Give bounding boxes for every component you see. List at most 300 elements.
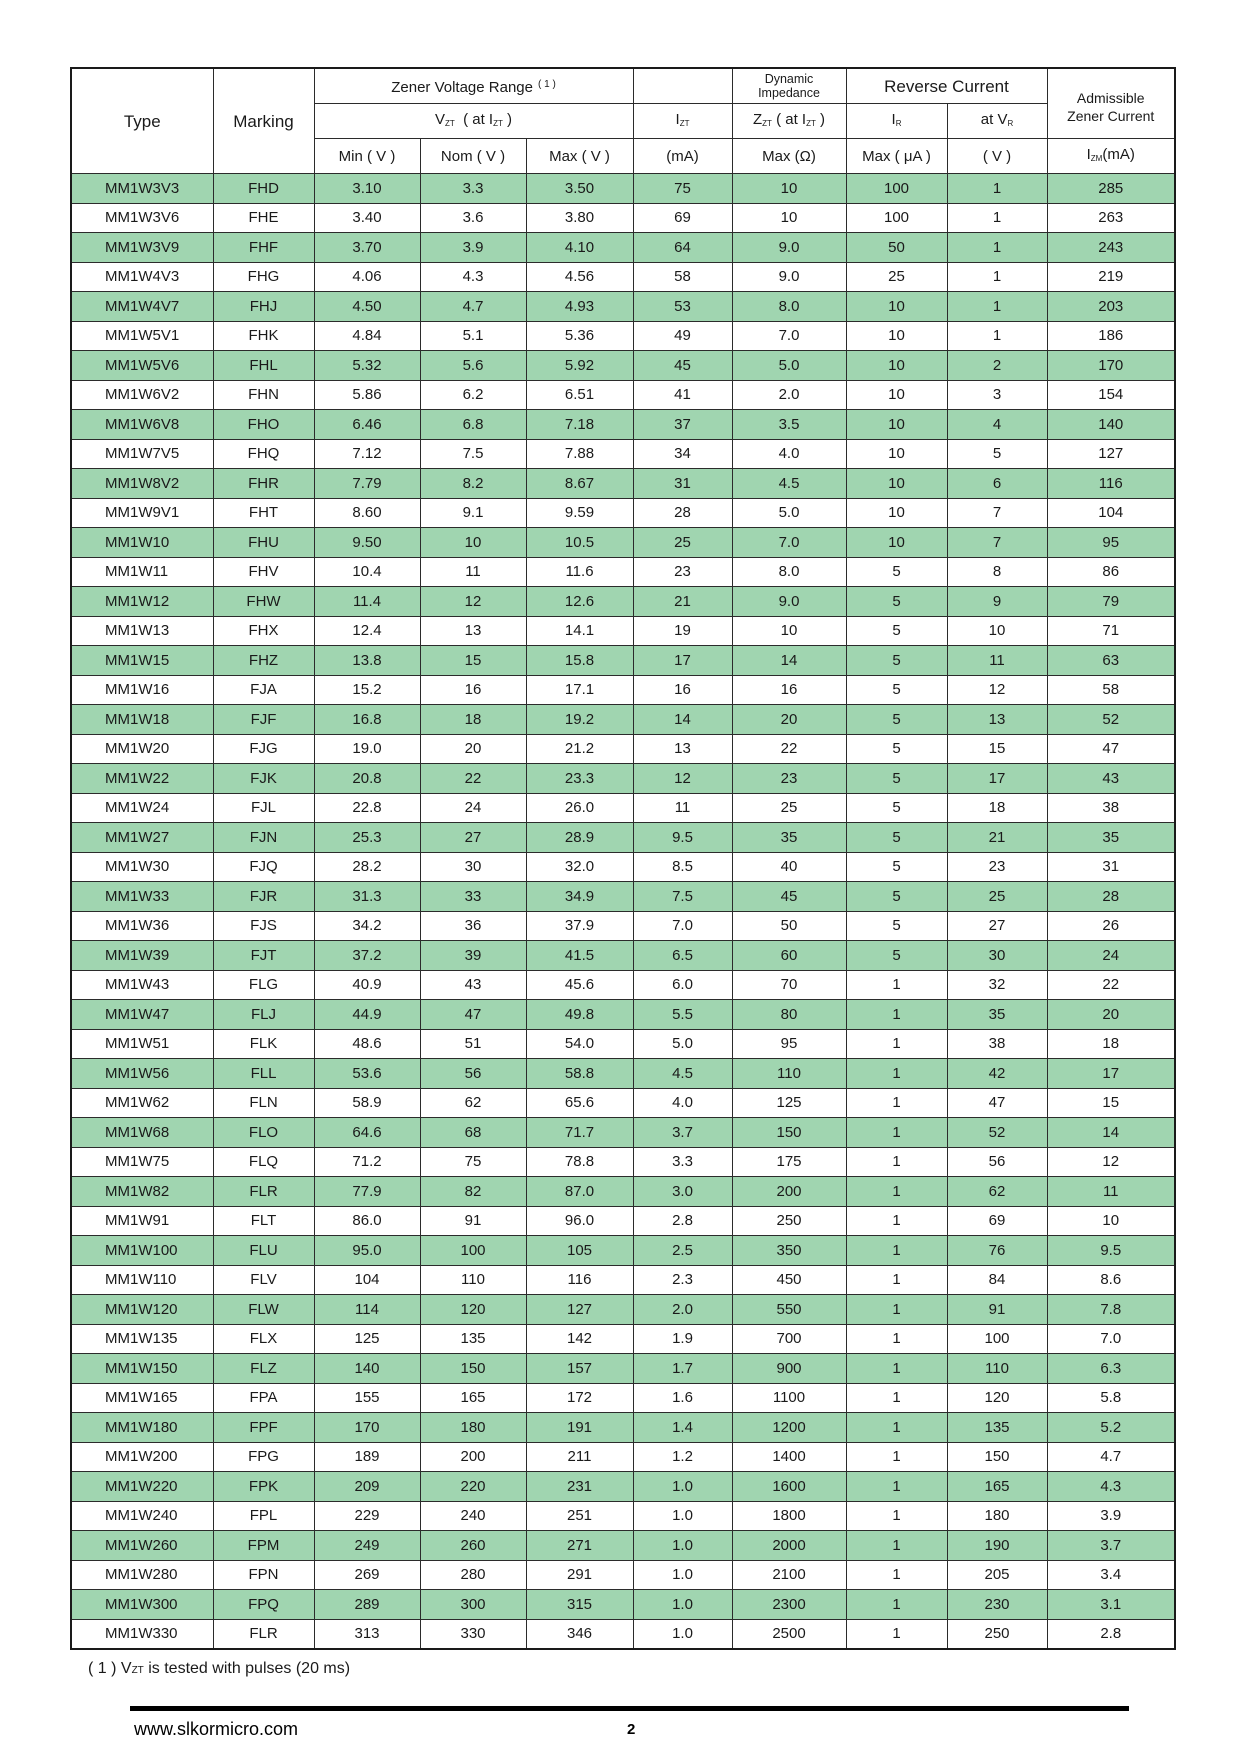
table-row	[71, 1059, 1175, 1089]
cell-vz-max: 14.1	[526, 616, 633, 646]
cell-at-vr: 62	[947, 1177, 1047, 1207]
adm-line2: Zener Current	[1067, 107, 1155, 124]
cell-marking: FPK	[213, 1472, 314, 1502]
cell-izm: 52	[1047, 705, 1175, 735]
cell-marking: FLG	[213, 970, 314, 1000]
cell-izt: 41	[633, 380, 732, 410]
cell-vz-nom: 110	[420, 1265, 526, 1295]
cell-vz-min: 170	[314, 1413, 420, 1443]
cell-izm: 263	[1047, 203, 1175, 233]
cell-ir-max: 5	[846, 734, 947, 764]
cell-type: MM1W135	[71, 1324, 213, 1354]
cell-izt: 13	[633, 734, 732, 764]
cell-at-vr: 165	[947, 1472, 1047, 1502]
cell-ir-max: 5	[846, 705, 947, 735]
cell-vz-nom: 30	[420, 852, 526, 882]
cell-vz-nom: 3.3	[420, 174, 526, 204]
table-row	[71, 174, 1175, 204]
cell-type: MM1W43	[71, 970, 213, 1000]
cell-ir-max: 5	[846, 675, 947, 705]
table-row	[71, 675, 1175, 705]
cell-izt: 2.5	[633, 1236, 732, 1266]
cell-izt: 1.2	[633, 1442, 732, 1472]
cell-zzt-max: 7.0	[732, 321, 846, 351]
cell-vz-nom: 36	[420, 911, 526, 941]
cell-at-vr: 17	[947, 764, 1047, 794]
cell-vz-min: 22.8	[314, 793, 420, 823]
cell-vz-min: 249	[314, 1531, 420, 1561]
cell-at-vr: 12	[947, 675, 1047, 705]
cell-vz-max: 172	[526, 1383, 633, 1413]
cell-vz-min: 104	[314, 1265, 420, 1295]
cell-at-vr: 1	[947, 321, 1047, 351]
cell-vz-nom: 43	[420, 970, 526, 1000]
cell-izm: 4.3	[1047, 1472, 1175, 1502]
cell-vz-min: 58.9	[314, 1088, 420, 1118]
cell-zzt-max: 16	[732, 675, 846, 705]
cell-type: MM1W200	[71, 1442, 213, 1472]
cell-at-vr: 5	[947, 439, 1047, 469]
cell-vz-min: 3.70	[314, 233, 420, 263]
cell-vz-max: 116	[526, 1265, 633, 1295]
cell-vz-nom: 75	[420, 1147, 526, 1177]
cell-ir-max: 1	[846, 1265, 947, 1295]
cell-at-vr: 190	[947, 1531, 1047, 1561]
cell-at-vr: 11	[947, 646, 1047, 676]
header-max-ohm: Max (Ω)	[732, 139, 846, 174]
cell-at-vr: 52	[947, 1118, 1047, 1148]
cell-at-vr: 110	[947, 1354, 1047, 1384]
cell-vz-max: 5.36	[526, 321, 633, 351]
spec-table	[70, 67, 1176, 1650]
cell-type: MM1W24	[71, 793, 213, 823]
cell-vz-nom: 12	[420, 587, 526, 617]
cell-type: MM1W100	[71, 1236, 213, 1266]
cell-at-vr: 8	[947, 557, 1047, 587]
cell-vz-nom: 120	[420, 1295, 526, 1325]
cell-ir-max: 1	[846, 1059, 947, 1089]
cell-vz-min: 37.2	[314, 941, 420, 971]
cell-zzt-max: 10	[732, 203, 846, 233]
cell-at-vr: 120	[947, 1383, 1047, 1413]
cell-vz-nom: 165	[420, 1383, 526, 1413]
cell-izm: 14	[1047, 1118, 1175, 1148]
cell-vz-min: 313	[314, 1619, 420, 1649]
cell-at-vr: 180	[947, 1501, 1047, 1531]
cell-izm: 47	[1047, 734, 1175, 764]
cell-izm: 18	[1047, 1029, 1175, 1059]
cell-zzt-max: 175	[732, 1147, 846, 1177]
cell-vz-min: 140	[314, 1354, 420, 1384]
table-row	[71, 1619, 1175, 1649]
cell-marking: FHE	[213, 203, 314, 233]
cell-vz-nom: 33	[420, 882, 526, 912]
cell-vz-nom: 300	[420, 1590, 526, 1620]
cell-ir-max: 1	[846, 1501, 947, 1531]
cell-vz-nom: 18	[420, 705, 526, 735]
cell-type: MM1W56	[71, 1059, 213, 1089]
cell-zzt-max: 350	[732, 1236, 846, 1266]
cell-zzt-max: 1400	[732, 1442, 846, 1472]
cell-vz-max: 271	[526, 1531, 633, 1561]
header-izt	[633, 104, 732, 139]
cell-izm: 15	[1047, 1088, 1175, 1118]
cell-type: MM1W16	[71, 675, 213, 705]
cell-vz-nom: 62	[420, 1088, 526, 1118]
cell-zzt-max: 200	[732, 1177, 846, 1207]
table-row	[71, 557, 1175, 587]
cell-type: MM1W27	[71, 823, 213, 853]
cell-marking: FLN	[213, 1088, 314, 1118]
cell-vz-min: 77.9	[314, 1177, 420, 1207]
cell-vz-max: 28.9	[526, 823, 633, 853]
cell-vz-nom: 15	[420, 646, 526, 676]
cell-marking: FPF	[213, 1413, 314, 1443]
cell-izt: 25	[633, 528, 732, 558]
cell-izm: 9.5	[1047, 1236, 1175, 1266]
cell-vz-min: 86.0	[314, 1206, 420, 1236]
cell-izt: 34	[633, 439, 732, 469]
cell-vz-min: 71.2	[314, 1147, 420, 1177]
cell-izm: 10	[1047, 1206, 1175, 1236]
cell-vz-max: 7.18	[526, 410, 633, 440]
cell-vz-min: 28.2	[314, 852, 420, 882]
cell-type: MM1W13	[71, 616, 213, 646]
cell-vz-max: 49.8	[526, 1000, 633, 1030]
table-row	[71, 1590, 1175, 1620]
cell-ir-max: 10	[846, 439, 947, 469]
cell-vz-max: 231	[526, 1472, 633, 1502]
cell-izt: 19	[633, 616, 732, 646]
cell-vz-min: 25.3	[314, 823, 420, 853]
cell-vz-nom: 13	[420, 616, 526, 646]
cell-izm: 11	[1047, 1177, 1175, 1207]
table-row	[71, 1442, 1175, 1472]
cell-vz-max: 15.8	[526, 646, 633, 676]
cell-vz-max: 7.88	[526, 439, 633, 469]
cell-zzt-max: 2.0	[732, 380, 846, 410]
cell-izm: 58	[1047, 675, 1175, 705]
header-marking: Marking	[213, 68, 314, 174]
cell-marking: FHD	[213, 174, 314, 204]
cell-izm: 20	[1047, 1000, 1175, 1030]
cell-vz-nom: 5.1	[420, 321, 526, 351]
cell-type: MM1W36	[71, 911, 213, 941]
cell-vz-max: 58.8	[526, 1059, 633, 1089]
cell-vz-max: 315	[526, 1590, 633, 1620]
cell-izt: 21	[633, 587, 732, 617]
cell-at-vr: 230	[947, 1590, 1047, 1620]
cell-vz-max: 105	[526, 1236, 633, 1266]
cell-izm: 3.4	[1047, 1560, 1175, 1590]
cell-vz-nom: 330	[420, 1619, 526, 1649]
cell-ir-max: 5	[846, 557, 947, 587]
cell-zzt-max: 250	[732, 1206, 846, 1236]
cell-zzt-max: 9.0	[732, 587, 846, 617]
cell-izt: 1.7	[633, 1354, 732, 1384]
cell-izt: 5.0	[633, 1029, 732, 1059]
cell-vz-max: 191	[526, 1413, 633, 1443]
cell-vz-max: 211	[526, 1442, 633, 1472]
cell-vz-max: 37.9	[526, 911, 633, 941]
cell-izt: 2.8	[633, 1206, 732, 1236]
cell-izt: 1.0	[633, 1472, 732, 1502]
cell-izm: 3.1	[1047, 1590, 1175, 1620]
cell-izm: 3.7	[1047, 1531, 1175, 1561]
cell-izt: 3.0	[633, 1177, 732, 1207]
cell-vz-min: 3.40	[314, 203, 420, 233]
cell-type: MM1W39	[71, 941, 213, 971]
cell-vz-min: 9.50	[314, 528, 420, 558]
cell-vz-min: 48.6	[314, 1029, 420, 1059]
cell-marking: FHQ	[213, 439, 314, 469]
header-izm	[1047, 139, 1175, 174]
cell-vz-min: 13.8	[314, 646, 420, 676]
cell-vz-nom: 11	[420, 557, 526, 587]
cell-zzt-max: 22	[732, 734, 846, 764]
cell-marking: FHG	[213, 262, 314, 292]
cell-marking: FPQ	[213, 1590, 314, 1620]
cell-marking: FLZ	[213, 1354, 314, 1384]
table-row	[71, 616, 1175, 646]
cell-type: MM1W33	[71, 882, 213, 912]
cell-at-vr: 47	[947, 1088, 1047, 1118]
cell-at-vr: 35	[947, 1000, 1047, 1030]
cell-at-vr: 25	[947, 882, 1047, 912]
cell-zzt-max: 2300	[732, 1590, 846, 1620]
cell-vz-min: 125	[314, 1324, 420, 1354]
cell-type: MM1W91	[71, 1206, 213, 1236]
cell-izt: 4.0	[633, 1088, 732, 1118]
ir-sub: R	[895, 118, 902, 128]
cell-vz-nom: 8.2	[420, 469, 526, 499]
cell-zzt-max: 2500	[732, 1619, 846, 1649]
header-zzt	[732, 104, 846, 139]
cell-izt: 28	[633, 498, 732, 528]
cell-vz-nom: 6.2	[420, 380, 526, 410]
cell-zzt-max: 8.0	[732, 292, 846, 322]
cell-type: MM1W5V1	[71, 321, 213, 351]
cell-ir-max: 10	[846, 351, 947, 381]
cell-izt: 2.0	[633, 1295, 732, 1325]
cell-at-vr: 10	[947, 616, 1047, 646]
cell-at-vr: 15	[947, 734, 1047, 764]
cell-ir-max: 10	[846, 321, 947, 351]
cell-vz-min: 209	[314, 1472, 420, 1502]
cell-at-vr: 23	[947, 852, 1047, 882]
cell-ir-max: 1	[846, 1560, 947, 1590]
cell-at-vr: 56	[947, 1147, 1047, 1177]
cell-ir-max: 10	[846, 528, 947, 558]
cell-vz-min: 53.6	[314, 1059, 420, 1089]
cell-marking: FHL	[213, 351, 314, 381]
cell-vz-min: 5.86	[314, 380, 420, 410]
cell-marking: FJF	[213, 705, 314, 735]
cell-type: MM1W30	[71, 852, 213, 882]
cell-ir-max: 5	[846, 911, 947, 941]
cell-marking: FLU	[213, 1236, 314, 1266]
zzt-close: )	[815, 110, 826, 128]
cell-marking: FPA	[213, 1383, 314, 1413]
cell-izt: 31	[633, 469, 732, 499]
cell-vz-max: 11.6	[526, 557, 633, 587]
cell-marking: FLQ	[213, 1147, 314, 1177]
cell-marking: FJS	[213, 911, 314, 941]
header-type: Type	[71, 68, 213, 174]
table-row	[71, 646, 1175, 676]
cell-zzt-max: 1800	[732, 1501, 846, 1531]
cell-izt: 69	[633, 203, 732, 233]
cell-izt: 1.6	[633, 1383, 732, 1413]
cell-at-vr: 150	[947, 1442, 1047, 1472]
cell-zzt-max: 450	[732, 1265, 846, 1295]
cell-izm: 285	[1047, 174, 1175, 204]
cell-izm: 28	[1047, 882, 1175, 912]
table-row	[71, 439, 1175, 469]
cell-zzt-max: 1600	[732, 1472, 846, 1502]
cell-vz-min: 12.4	[314, 616, 420, 646]
cell-vz-max: 19.2	[526, 705, 633, 735]
table-row	[71, 528, 1175, 558]
header-nom-unit: Nom ( V )	[420, 139, 526, 174]
cell-zzt-max: 20	[732, 705, 846, 735]
cell-vz-min: 31.3	[314, 882, 420, 912]
footnote	[88, 1660, 350, 1678]
table-row	[71, 587, 1175, 617]
cell-vz-max: 5.92	[526, 351, 633, 381]
cell-marking: FHO	[213, 410, 314, 440]
cell-type: MM1W3V9	[71, 233, 213, 263]
cell-type: MM1W62	[71, 1088, 213, 1118]
cell-ir-max: 1	[846, 1413, 947, 1443]
header-ma-unit: (mA)	[633, 139, 732, 174]
cell-ir-max: 1	[846, 1177, 947, 1207]
zzt-at-label: ( at I	[776, 110, 807, 128]
header-at-vr	[947, 104, 1047, 139]
cell-vz-nom: 91	[420, 1206, 526, 1236]
cell-marking: FHU	[213, 528, 314, 558]
cell-izm: 22	[1047, 970, 1175, 1000]
cell-at-vr: 13	[947, 705, 1047, 735]
cell-vz-min: 4.50	[314, 292, 420, 322]
cell-vz-min: 11.4	[314, 587, 420, 617]
cell-ir-max: 5	[846, 793, 947, 823]
cell-marking: FHV	[213, 557, 314, 587]
cell-marking: FLW	[213, 1295, 314, 1325]
cell-izm: 43	[1047, 764, 1175, 794]
cell-vz-nom: 6.8	[420, 410, 526, 440]
table-row	[71, 498, 1175, 528]
cell-at-vr: 100	[947, 1324, 1047, 1354]
cell-marking: FJR	[213, 882, 314, 912]
cell-izm: 186	[1047, 321, 1175, 351]
cell-marking: FPL	[213, 1501, 314, 1531]
cell-izm: 71	[1047, 616, 1175, 646]
footnote-prefix: ( 1 ) V	[88, 1660, 132, 1677]
cell-zzt-max: 550	[732, 1295, 846, 1325]
cell-vz-nom: 47	[420, 1000, 526, 1030]
zener-range-label: Zener Voltage Range	[391, 79, 533, 96]
cell-type: MM1W5V6	[71, 351, 213, 381]
table-row	[71, 1354, 1175, 1384]
cell-vz-min: 10.4	[314, 557, 420, 587]
cell-zzt-max: 700	[732, 1324, 846, 1354]
cell-vz-nom: 180	[420, 1413, 526, 1443]
cell-vz-nom: 150	[420, 1354, 526, 1384]
cell-ir-max: 100	[846, 203, 947, 233]
cell-zzt-max: 45	[732, 882, 846, 912]
cell-ir-max: 10	[846, 410, 947, 440]
table-row	[71, 1501, 1175, 1531]
cell-zzt-max: 5.0	[732, 498, 846, 528]
table-row	[71, 1118, 1175, 1148]
cell-zzt-max: 2100	[732, 1560, 846, 1590]
table-header	[71, 68, 1175, 174]
header-admissible-current	[1047, 68, 1175, 139]
cell-at-vr: 135	[947, 1413, 1047, 1443]
table-row	[71, 469, 1175, 499]
cell-at-vr: 38	[947, 1029, 1047, 1059]
cell-izt: 12	[633, 764, 732, 794]
cell-at-vr: 1	[947, 203, 1047, 233]
cell-marking: FHJ	[213, 292, 314, 322]
table-row	[71, 203, 1175, 233]
cell-zzt-max: 1100	[732, 1383, 846, 1413]
header-dynamic-impedance	[732, 68, 846, 104]
cell-at-vr: 1	[947, 292, 1047, 322]
cell-izt: 37	[633, 410, 732, 440]
cell-vz-nom: 5.6	[420, 351, 526, 381]
cell-ir-max: 50	[846, 233, 947, 263]
cell-vz-max: 34.9	[526, 882, 633, 912]
cell-vz-min: 16.8	[314, 705, 420, 735]
cell-marking: FLJ	[213, 1000, 314, 1030]
cell-izm: 26	[1047, 911, 1175, 941]
vzt-at-label: ( at I	[463, 110, 494, 128]
header-vzt	[314, 104, 633, 139]
table-row	[71, 410, 1175, 440]
table-row	[71, 970, 1175, 1000]
footer-website[interactable]: www.slkormicro.com	[134, 1719, 299, 1739]
cell-izm: 7.0	[1047, 1324, 1175, 1354]
adm-line1: Admissible	[1076, 89, 1145, 106]
cell-vz-min: 114	[314, 1295, 420, 1325]
cell-izt: 1.4	[633, 1413, 732, 1443]
cell-type: MM1W260	[71, 1531, 213, 1561]
cell-izt: 7.0	[633, 911, 732, 941]
cell-type: MM1W165	[71, 1383, 213, 1413]
cell-zzt-max: 4.0	[732, 439, 846, 469]
cell-vz-min: 189	[314, 1442, 420, 1472]
cell-vz-max: 291	[526, 1560, 633, 1590]
cell-vz-min: 269	[314, 1560, 420, 1590]
cell-izm: 17	[1047, 1059, 1175, 1089]
cell-vz-nom: 10	[420, 528, 526, 558]
cell-izt: 6.5	[633, 941, 732, 971]
cell-vz-nom: 200	[420, 1442, 526, 1472]
header-v-unit: ( V )	[947, 139, 1047, 174]
cell-marking: FLL	[213, 1059, 314, 1089]
footnote-ref: ( 1 )	[538, 79, 556, 90]
cell-zzt-max: 110	[732, 1059, 846, 1089]
cell-type: MM1W6V2	[71, 380, 213, 410]
cell-ir-max: 5	[846, 882, 947, 912]
cell-zzt-max: 35	[732, 823, 846, 853]
cell-ir-max: 1	[846, 1088, 947, 1118]
footer-rule	[130, 1706, 1129, 1711]
page-number: 2	[627, 1721, 636, 1738]
cell-vz-nom: 240	[420, 1501, 526, 1531]
